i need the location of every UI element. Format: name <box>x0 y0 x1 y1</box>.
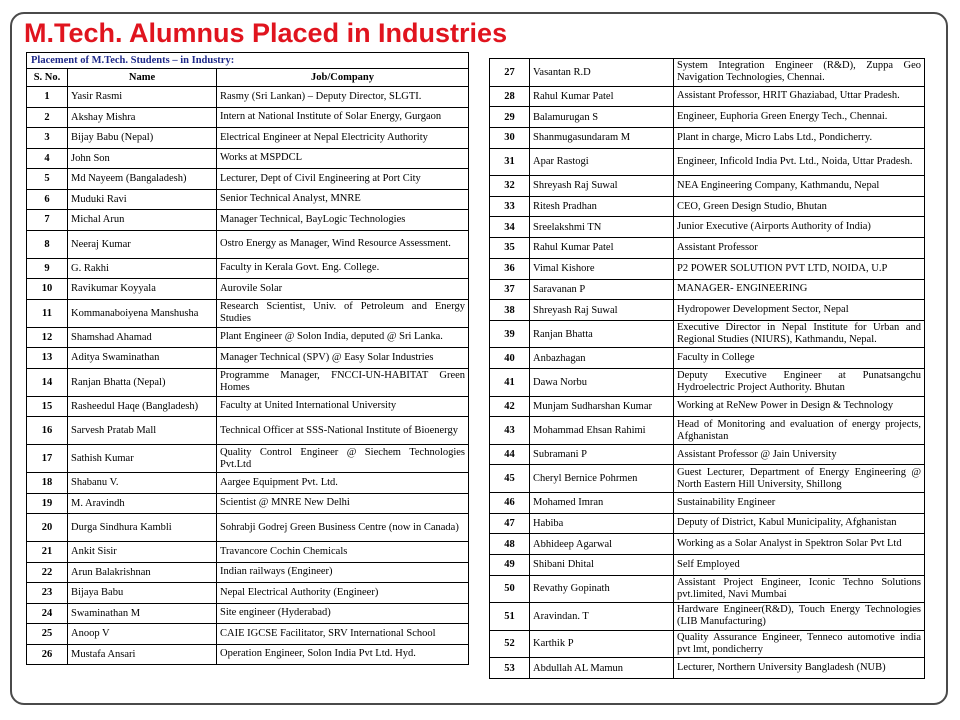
row-number: 35 <box>490 238 530 259</box>
row-number: 25 <box>27 624 68 645</box>
job-company: Manager Technical, BayLogic Technologies <box>217 210 469 231</box>
table-row <box>490 320 925 348</box>
job-company: CAIE IGCSE Facilitator, SRV International School <box>217 624 469 645</box>
row-number: 48 <box>490 534 530 555</box>
job-company: Faculty at United International University <box>217 396 469 417</box>
table-row <box>490 258 925 279</box>
student-name: Shamshad Ahamad <box>68 327 217 348</box>
row-number: 53 <box>490 658 530 679</box>
table-row <box>27 396 469 417</box>
table-row <box>27 417 469 445</box>
table-row <box>490 86 925 107</box>
student-name: Swaminathan M <box>68 603 217 624</box>
table-row <box>27 299 469 327</box>
table-row <box>27 493 469 514</box>
job-company: Self Employed <box>674 555 925 576</box>
job-company: Ostro Energy as Manager, Wind Resource Assessment. <box>217 230 469 258</box>
student-name: Kommanaboiyena Manshusha <box>68 299 217 327</box>
col-header-sno: S. No. <box>27 69 68 87</box>
row-number: 8 <box>27 230 68 258</box>
student-name: John Son <box>68 148 217 169</box>
job-company: Hardware Engineer(R&D), Touch Energy Technologies (LIB Manufacturing) <box>674 603 925 631</box>
table-row <box>27 107 469 128</box>
table-row <box>490 217 925 238</box>
student-name: Aditya Swaminathan <box>68 348 217 369</box>
job-company: CEO, Green Design Studio, Bhutan <box>674 196 925 217</box>
table-row <box>490 59 925 87</box>
student-name: Rasheedul Haqe (Bangladesh) <box>68 396 217 417</box>
student-name: Dawa Norbu <box>530 369 674 397</box>
row-number: 50 <box>490 575 530 603</box>
student-name: Sathish Kumar <box>68 445 217 473</box>
job-company: Faculty in College <box>674 348 925 369</box>
table-row <box>27 327 469 348</box>
table-row <box>27 445 469 473</box>
job-company: Quality Control Engineer @ Siechem Technologies Pvt.Ltd <box>217 445 469 473</box>
table-row <box>490 465 925 493</box>
row-number: 30 <box>490 127 530 148</box>
table-row <box>490 127 925 148</box>
job-company: Junior Executive (Airports Authority of India) <box>674 217 925 238</box>
job-company: Engineer, Euphoria Green Energy Tech., Chennai. <box>674 107 925 128</box>
job-company: Works at MSPDCL <box>217 148 469 169</box>
table-caption-row <box>27 53 469 69</box>
job-company: Deputy of District, Kabul Municipality, Afghanistan <box>674 513 925 534</box>
row-number: 10 <box>27 279 68 300</box>
table-row <box>490 148 925 176</box>
row-number: 4 <box>27 148 68 169</box>
student-name: Mohamed Imran <box>530 492 674 513</box>
student-name: Yasir Rasmi <box>68 87 217 108</box>
table-row <box>27 169 469 190</box>
row-number: 34 <box>490 217 530 238</box>
job-company: Scientist @ MNRE New Delhi <box>217 493 469 514</box>
job-company: Sustainability Engineer <box>674 492 925 513</box>
row-number: 2 <box>27 107 68 128</box>
row-number: 32 <box>490 176 530 197</box>
student-name: Aravindan. T <box>530 603 674 631</box>
job-company: Lecturer, Northern University Bangladesh (NUB) <box>674 658 925 679</box>
col-header-name: Name <box>68 69 217 87</box>
student-name: Ravikumar Koyyala <box>68 279 217 300</box>
student-name: Vimal Kishore <box>530 258 674 279</box>
row-number: 7 <box>27 210 68 231</box>
student-name: Vasantan R.D <box>530 59 674 87</box>
student-name: Ranjan Bhatta (Nepal) <box>68 368 217 396</box>
student-name: Muduki Ravi <box>68 189 217 210</box>
job-company: Indian railways (Engineer) <box>217 562 469 583</box>
job-company: Nepal Electrical Authority (Engineer) <box>217 583 469 604</box>
table-header-row <box>27 69 469 87</box>
student-name: Shanmugasundaram M <box>530 127 674 148</box>
table-row <box>490 176 925 197</box>
placement-table-right <box>489 58 925 679</box>
student-name: Balamurugan S <box>530 107 674 128</box>
row-number: 28 <box>490 86 530 107</box>
student-name: Sreelakshmi TN <box>530 217 674 238</box>
job-company: Head of Monitoring and evaluation of energy projects, Afghanistan <box>674 417 925 445</box>
row-number: 37 <box>490 279 530 300</box>
student-name: Durga Sindhura Kambli <box>68 514 217 542</box>
table-row <box>490 630 925 658</box>
student-name: Mustafa Ansari <box>68 644 217 665</box>
job-company: Technical Officer at SSS-National Institute of Bioenergy <box>217 417 469 445</box>
job-company: Research Scientist, Univ. of Petroleum and Energy Studies <box>217 299 469 327</box>
student-name: Bijay Babu (Nepal) <box>68 128 217 149</box>
student-name: Michal Arun <box>68 210 217 231</box>
row-number: 17 <box>27 445 68 473</box>
job-company: Hydropower Development Sector, Nepal <box>674 300 925 321</box>
student-name: Arun Balakrishnan <box>68 562 217 583</box>
student-name: Sarvesh Pratab Mall <box>68 417 217 445</box>
student-name: Karthik P <box>530 630 674 658</box>
student-name: Shabanu V. <box>68 473 217 494</box>
table-row <box>27 258 469 279</box>
row-number: 38 <box>490 300 530 321</box>
row-number: 13 <box>27 348 68 369</box>
job-company: Deputy Executive Engineer at Punatsangchu Hydroelectric Project Authority. Bhutan <box>674 369 925 397</box>
job-company: Plant Engineer @ Solon India, deputed @ Sri Lanka. <box>217 327 469 348</box>
job-company: MANAGER- ENGINEERING <box>674 279 925 300</box>
job-company: Travancore Cochin Chemicals <box>217 542 469 563</box>
table-row <box>490 575 925 603</box>
row-number: 45 <box>490 465 530 493</box>
student-name: Ankit Sisir <box>68 542 217 563</box>
job-company: Site engineer (Hyderabad) <box>217 603 469 624</box>
row-number: 31 <box>490 148 530 176</box>
student-name: Shreyash Raj Suwal <box>530 176 674 197</box>
student-name: Saravanan P <box>530 279 674 300</box>
row-number: 1 <box>27 87 68 108</box>
student-name: Rahul Kumar Patel <box>530 86 674 107</box>
table-row <box>490 534 925 555</box>
row-number: 19 <box>27 493 68 514</box>
table-row <box>490 658 925 679</box>
row-number: 11 <box>27 299 68 327</box>
row-number: 40 <box>490 348 530 369</box>
student-name: Cheryl Bernice Pohrmen <box>530 465 674 493</box>
job-company: Executive Director in Nepal Institute for Urban and Regional Studies (NIURS), Kathmandu, Nepal. <box>674 320 925 348</box>
job-company: Assistant Professor <box>674 238 925 259</box>
table-row <box>27 514 469 542</box>
row-number: 39 <box>490 320 530 348</box>
job-company: Assistant Professor @ Jain University <box>674 444 925 465</box>
table-row <box>490 417 925 445</box>
table-row <box>27 230 469 258</box>
row-number: 14 <box>27 368 68 396</box>
table-row <box>490 513 925 534</box>
row-number: 52 <box>490 630 530 658</box>
job-company: NEA Engineering Company, Kathmandu, Nepal <box>674 176 925 197</box>
student-name: Akshay Mishra <box>68 107 217 128</box>
table-row <box>27 562 469 583</box>
table-row <box>490 603 925 631</box>
table-row <box>490 396 925 417</box>
row-number: 49 <box>490 555 530 576</box>
student-name: Anbazhagan <box>530 348 674 369</box>
row-number: 36 <box>490 258 530 279</box>
table-row <box>27 128 469 149</box>
table-row <box>490 107 925 128</box>
job-company: Operation Engineer, Solon India Pvt Ltd. Hyd. <box>217 644 469 665</box>
job-company: Quality Assurance Engineer, Tenneco automotive india pvt lmt, pondicherry <box>674 630 925 658</box>
table-row <box>490 492 925 513</box>
student-name: Revathy Gopinath <box>530 575 674 603</box>
table-row <box>27 368 469 396</box>
row-number: 43 <box>490 417 530 445</box>
row-number: 29 <box>490 107 530 128</box>
job-company: Programme Manager, FNCCI-UN-HABITAT Green Homes <box>217 368 469 396</box>
row-number: 16 <box>27 417 68 445</box>
table-row <box>27 348 469 369</box>
table-row <box>27 210 469 231</box>
student-name: Apar Rastogi <box>530 148 674 176</box>
student-name: Habiba <box>530 513 674 534</box>
job-company: Plant in charge, Micro Labs Ltd., Pondicherry. <box>674 127 925 148</box>
row-number: 9 <box>27 258 68 279</box>
student-name: Abdullah AL Mamun <box>530 658 674 679</box>
row-number: 27 <box>490 59 530 87</box>
slide-title: M.Tech. Alumnus Placed in Industries <box>24 18 508 48</box>
student-name: Ranjan Bhatta <box>530 320 674 348</box>
table-row <box>490 300 925 321</box>
student-name: Shibani Dhital <box>530 555 674 576</box>
row-number: 22 <box>27 562 68 583</box>
job-company: Senior Technical Analyst, MNRE <box>217 189 469 210</box>
job-company: Faculty in Kerala Govt. Eng. College. <box>217 258 469 279</box>
table-row <box>490 238 925 259</box>
row-number: 18 <box>27 473 68 494</box>
student-name: Subramani P <box>530 444 674 465</box>
table-row <box>27 624 469 645</box>
student-name: Anoop V <box>68 624 217 645</box>
job-company: Aurovile Solar <box>217 279 469 300</box>
col-header-job: Job/Company <box>217 69 469 87</box>
table-row <box>27 279 469 300</box>
row-number: 3 <box>27 128 68 149</box>
row-number: 21 <box>27 542 68 563</box>
table-row <box>490 555 925 576</box>
student-name: Abhideep Agarwal <box>530 534 674 555</box>
student-name: Ritesh Pradhan <box>530 196 674 217</box>
table-row <box>27 473 469 494</box>
student-name: Munjam Sudharshan Kumar <box>530 396 674 417</box>
student-name: Shreyash Raj Suwal <box>530 300 674 321</box>
row-number: 15 <box>27 396 68 417</box>
row-number: 20 <box>27 514 68 542</box>
job-company: Lecturer, Dept of Civil Engineering at Port City <box>217 169 469 190</box>
table-row <box>27 542 469 563</box>
table-row <box>27 603 469 624</box>
student-name: Bijaya Babu <box>68 583 217 604</box>
student-name: G. Rakhi <box>68 258 217 279</box>
job-company: Manager Technical (SPV) @ Easy Solar Industries <box>217 348 469 369</box>
job-company: Intern at National Institute of Solar Energy, Gurgaon <box>217 107 469 128</box>
table-row <box>27 148 469 169</box>
job-company: Electrical Engineer at Nepal Electricity Authority <box>217 128 469 149</box>
row-number: 41 <box>490 369 530 397</box>
job-company: System Integration Engineer (R&D), Zuppa Geo Navigation Technologies, Chennai. <box>674 59 925 87</box>
job-company: Aargee Equipment Pvt. Ltd. <box>217 473 469 494</box>
job-company: P2 POWER SOLUTION PVT LTD, NOIDA, U.P <box>674 258 925 279</box>
table-row <box>27 644 469 665</box>
job-company: Engineer, Inficold India Pvt. Ltd., Noida, Uttar Pradesh. <box>674 148 925 176</box>
row-number: 51 <box>490 603 530 631</box>
table-row <box>27 87 469 108</box>
student-name: Mohammad Ehsan Rahimi <box>530 417 674 445</box>
table-row <box>490 444 925 465</box>
job-company: Guest Lecturer, Department of Energy Engineering @ North Eastern Hill University, Shillong <box>674 465 925 493</box>
row-number: 47 <box>490 513 530 534</box>
job-company: Working at ReNew Power in Design & Technology <box>674 396 925 417</box>
table-row <box>490 279 925 300</box>
row-number: 23 <box>27 583 68 604</box>
row-number: 12 <box>27 327 68 348</box>
student-name: M. Aravindh <box>68 493 217 514</box>
row-number: 24 <box>27 603 68 624</box>
table-row <box>490 369 925 397</box>
row-number: 46 <box>490 492 530 513</box>
row-number: 42 <box>490 396 530 417</box>
table-row <box>27 189 469 210</box>
row-number: 5 <box>27 169 68 190</box>
table-row <box>490 348 925 369</box>
placement-table-left <box>26 52 469 665</box>
table-row <box>490 196 925 217</box>
row-number: 26 <box>27 644 68 665</box>
row-number: 44 <box>490 444 530 465</box>
job-company: Working as a Solar Analyst in Spektron Solar Pvt Ltd <box>674 534 925 555</box>
table-row <box>27 583 469 604</box>
row-number: 33 <box>490 196 530 217</box>
job-company: Rasmy (Sri Lankan) – Deputy Director, SLGTI. <box>217 87 469 108</box>
job-company: Sohrabji Godrej Green Business Centre (now in Canada) <box>217 514 469 542</box>
student-name: Rahul Kumar Patel <box>530 238 674 259</box>
student-name: Neeraj Kumar <box>68 230 217 258</box>
job-company: Assistant Professor, HRIT Ghaziabad, Uttar Pradesh. <box>674 86 925 107</box>
table-caption: Placement of M.Tech. Students – in Industry: <box>27 53 469 69</box>
job-company: Assistant Project Engineer, Iconic Techno Solutions pvt.limited, Navi Mumbai <box>674 575 925 603</box>
row-number: 6 <box>27 189 68 210</box>
student-name: Md Nayeem (Bangaladesh) <box>68 169 217 190</box>
